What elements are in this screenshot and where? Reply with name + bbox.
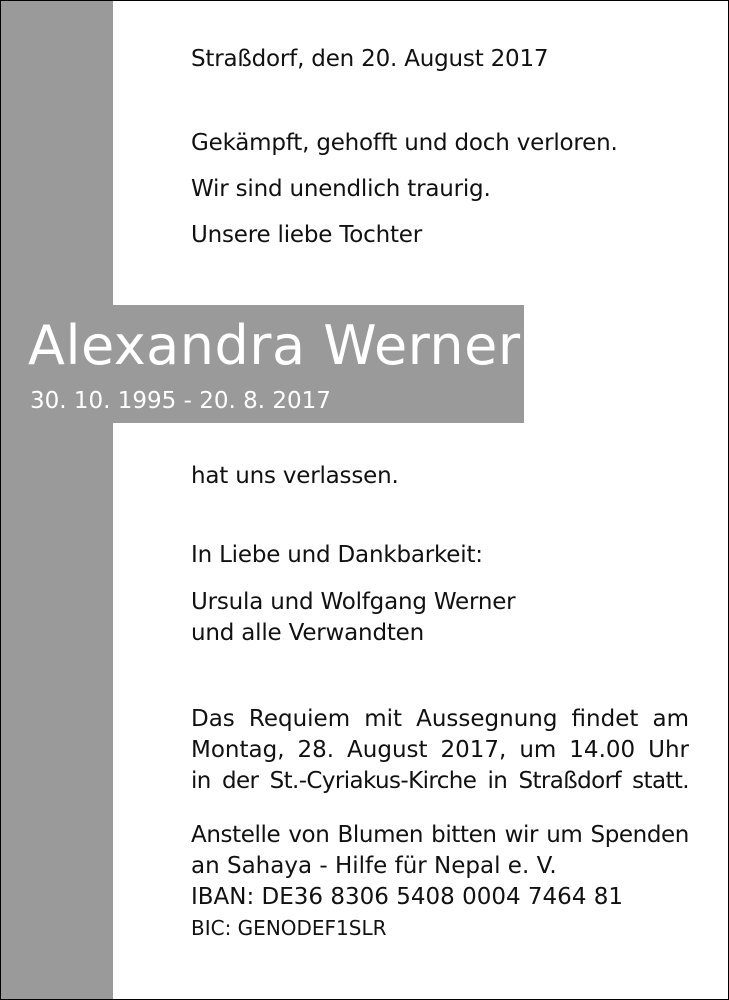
gratitude-text: In Liebe und Dankbarkeit: [191,542,483,568]
donation-block [191,820,689,944]
left-gray-bar [1,1,113,999]
verse-line: Gekämpft, gehofft und doch verloren. [191,130,618,156]
requiem-line: in der St.-Cyriakus-Kirche in Straßdorf statt. [191,768,689,794]
verse-line: Unsere liebe Tochter [191,222,423,248]
verse-line: Wir sind unendlich traurig. [191,176,491,202]
donation-line: an Sahaya - Hilfe für Nepal e. V. [191,853,557,879]
mourner-line: und alle Verwandten [191,620,424,646]
donation-line: Anstelle von Blumen bitten wir um Spenden [191,822,689,848]
mourner-line: Ursula und Wolfgang Werner [191,589,516,615]
requiem-line: Montag, 28. August 2017, um 14.00 Uhr [191,737,689,763]
life-dates: 30. 10. 1995 - 20. 8. 2017 [30,388,331,414]
requiem-block [191,704,689,797]
bic-line: BIC: GENODEF1SLR [191,916,387,940]
left-us-text: hat uns verlassen. [191,463,399,489]
deceased-name: Alexandra Werner [28,314,521,377]
iban-line: IBAN: DE36 8306 5408 0004 7464 81 [191,884,624,910]
requiem-line: Das Requiem mit Aussegnung findet am [191,706,689,732]
place-date: Straßdorf, den 20. August 2017 [191,46,549,72]
